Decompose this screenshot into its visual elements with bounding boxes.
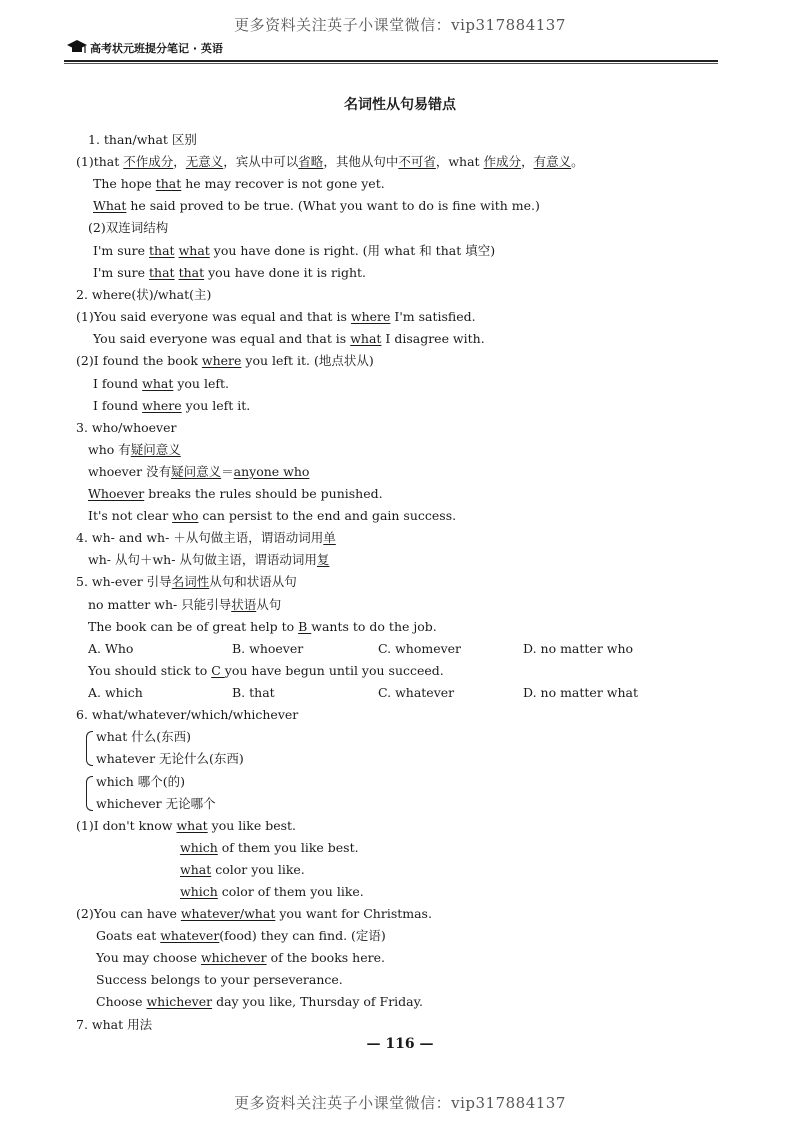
text-run: (2)You can have: [76, 906, 181, 921]
underlined-term: whichever: [146, 994, 213, 1009]
text-line: [232, 641, 303, 657]
text-run: no matter wh- 只能引导: [88, 597, 232, 612]
underlined-term: Whoever: [88, 486, 145, 501]
text-line: [378, 685, 454, 701]
text-run: You may choose: [96, 950, 201, 965]
text-run: he may recover is not gone yet.: [181, 176, 385, 191]
text-line: [76, 818, 296, 834]
underlined-term: 无意义: [185, 154, 224, 169]
underlined-term: that: [149, 243, 175, 258]
text-run: what 什么(东西): [96, 729, 191, 744]
underlined-term: 名词性: [171, 574, 210, 589]
text-line: [523, 685, 638, 701]
text-run: ，: [521, 154, 534, 169]
text-line: [88, 552, 329, 568]
text-run: I'm sure: [93, 243, 150, 258]
text-run: 6. what/whatever/which/whichever: [76, 707, 299, 722]
text-run: 5. wh-ever 引导: [76, 574, 172, 589]
brace-which-whichever: [86, 776, 93, 811]
underlined-term: C: [211, 663, 225, 678]
text-line: [93, 176, 385, 192]
brace-what-whatever: [86, 731, 93, 766]
text-line: [76, 906, 432, 922]
text-line: [88, 619, 437, 635]
text-run: (1)that: [76, 154, 124, 169]
text-run: A. Who: [88, 641, 134, 656]
text-run: 2. where(状)/what(主): [76, 287, 212, 302]
text-line: [76, 287, 211, 303]
text-line: [93, 265, 366, 281]
text-run: you left it. (地点状从): [241, 353, 374, 368]
text-line: [93, 198, 540, 214]
underlined-term: where: [142, 398, 182, 413]
text-run: I found: [93, 398, 143, 413]
text-run: which 哪个(的): [96, 774, 186, 789]
text-line: [96, 796, 216, 812]
text-run: day you like, Thursday of Friday.: [212, 994, 424, 1009]
text-run: you have done it is right.: [204, 265, 366, 280]
underlined-term: that: [149, 265, 175, 280]
text-line: [96, 729, 191, 745]
text-run: B. that: [232, 685, 275, 700]
text-line: [96, 928, 386, 944]
text-run: whatever 无论什么(东西): [96, 751, 244, 766]
underlined-term: what: [142, 376, 174, 391]
text-line: [180, 840, 359, 856]
text-run: you have done is right. (用 what 和 that 填空): [209, 243, 496, 258]
graduation-cap-icon: [66, 38, 88, 56]
text-run: The hope: [93, 176, 156, 191]
watermark-top: 更多资料关注英子小课堂微信：vip317884137: [234, 16, 566, 34]
text-run: I'm satisfied.: [390, 309, 476, 324]
underlined-term: which: [180, 884, 218, 899]
text-run: color of them you like.: [217, 884, 364, 899]
underlined-term: which: [180, 840, 218, 855]
underlined-term: whatever: [160, 928, 220, 943]
underlined-term: what: [180, 862, 212, 877]
text-run: color you like.: [211, 862, 305, 877]
text-line: [93, 376, 229, 392]
underlined-term: 不可省: [398, 154, 436, 169]
underlined-term: that: [178, 265, 205, 280]
text-line: [232, 685, 275, 701]
underlined-term: where: [201, 353, 242, 368]
text-line: [378, 641, 461, 657]
text-line: [180, 884, 364, 900]
text-run: (2)I found the book: [76, 353, 202, 368]
underlined-term: What: [93, 198, 127, 213]
text-line: [88, 132, 197, 148]
underlined-term: 单: [323, 530, 336, 545]
text-line: [96, 994, 423, 1010]
text-run: 从句: [256, 597, 282, 612]
underlined-term: who: [172, 508, 199, 523]
text-line: [88, 597, 281, 613]
text-run: C. whatever: [378, 685, 455, 700]
text-run: It's not clear: [88, 508, 173, 523]
text-line: [88, 685, 143, 701]
underlined-term: whichever: [200, 950, 267, 965]
text-run: You said everyone was equal and that is: [93, 331, 351, 346]
text-run: (1)I don't know: [76, 818, 177, 833]
text-run: ，what: [435, 154, 484, 169]
text-line: [96, 751, 244, 767]
text-run: you left.: [173, 376, 229, 391]
text-run: Goats eat: [96, 928, 161, 943]
text-run: 从句和状语从句: [209, 574, 297, 589]
page-number: — 116 —: [366, 1036, 434, 1052]
underlined-term: 状语: [231, 597, 257, 612]
text-line: [93, 398, 250, 414]
underlined-term: anyone who: [233, 464, 310, 479]
text-line: [88, 220, 168, 236]
text-line: [76, 707, 298, 723]
text-line: [76, 574, 297, 590]
text-line: [76, 420, 177, 436]
text-run: Choose: [96, 994, 147, 1009]
text-line: [76, 530, 336, 546]
underlined-term: where: [350, 309, 391, 324]
watermark-bottom: 更多资料关注英子小课堂微信：vip317884137: [234, 1094, 566, 1112]
text-line: [76, 154, 584, 170]
text-line: [88, 464, 309, 480]
text-line: [76, 309, 476, 325]
text-line: [88, 663, 444, 679]
text-line: [96, 774, 185, 790]
text-run: of the books here.: [266, 950, 385, 965]
text-run: ＝: [221, 464, 234, 479]
text-run: wh- 从句＋wh- 从句做主语，谓语动词用: [88, 552, 317, 567]
header-brand: 高考状元班提分笔记 · 英语: [90, 42, 223, 55]
underlined-term: 作成分: [483, 154, 522, 169]
text-run: whoever 没有: [88, 464, 172, 479]
text-run: 7. what 用法: [76, 1017, 153, 1032]
text-run: I'm sure: [93, 265, 150, 280]
text-line: [180, 862, 305, 878]
text-line: [96, 972, 343, 988]
text-run: of them you like best.: [217, 840, 359, 855]
text-run: wants to do the job.: [311, 619, 437, 634]
text-run: who 有: [88, 442, 131, 457]
text-run: ，: [173, 154, 186, 169]
page-title: 名词性从句易错点: [344, 97, 456, 113]
text-line: [96, 950, 385, 966]
text-run: (2)双连词结构: [88, 220, 169, 235]
text-run: whichever 无论哪个: [96, 796, 216, 811]
text-run: 。: [571, 154, 584, 169]
text-run: A. which: [88, 685, 143, 700]
text-run: you have begun until you succeed.: [224, 663, 444, 678]
text-run: You should stick to: [88, 663, 212, 678]
text-run: B. whoever: [232, 641, 304, 656]
underlined-term: what: [178, 243, 210, 258]
underlined-term: whatever/what: [180, 906, 276, 921]
underlined-term: what: [176, 818, 208, 833]
text-line: [76, 1017, 152, 1033]
text-run: breaks the rules should be punished.: [144, 486, 383, 501]
underlined-term: 不作成分: [123, 154, 174, 169]
underlined-term: 有意义: [533, 154, 572, 169]
underlined-term: that: [155, 176, 182, 191]
text-line: [76, 353, 374, 369]
underlined-term: 复: [316, 552, 330, 567]
underlined-term: B: [298, 619, 312, 634]
text-run: ，宾从中可以: [223, 154, 299, 169]
text-line: [88, 508, 456, 524]
text-line: [88, 486, 383, 502]
text-line: [88, 641, 133, 657]
text-run: I disagree with.: [381, 331, 485, 346]
text-run: (1)You said everyone was equal and that is: [76, 309, 351, 324]
header-rule: [64, 60, 718, 62]
text-line: [88, 442, 181, 458]
underlined-term: what: [350, 331, 382, 346]
underlined-term: 疑问意义: [130, 442, 181, 457]
text-run: ，其他从句中: [323, 154, 399, 169]
header-rule-thin: [64, 63, 718, 64]
text-run: D. no matter who: [523, 641, 634, 656]
text-run: you want for Christmas.: [275, 906, 432, 921]
text-run: you like best.: [207, 818, 297, 833]
text-line: [93, 331, 485, 347]
text-run: 1. than/what 区别: [88, 132, 197, 147]
text-line: [523, 641, 633, 657]
text-run: 3. who/whoever: [76, 420, 177, 435]
text-run: he said proved to be true. (What you want to do is fine with me.): [126, 198, 540, 213]
text-run: I found: [93, 376, 143, 391]
text-line: [93, 243, 495, 259]
text-run: you left it.: [181, 398, 251, 413]
underlined-term: 疑问意义: [171, 464, 222, 479]
text-run: D. no matter what: [523, 685, 638, 700]
text-run: The book can be of great help to: [88, 619, 299, 634]
text-run: 4. wh- and wh- ＋从句做主语，谓语动词用: [76, 530, 324, 545]
text-run: C. whomever: [378, 641, 462, 656]
text-run: (food) they can find. (定语): [219, 928, 386, 943]
underlined-term: 省略: [298, 154, 324, 169]
text-run: Success belongs to your perseverance.: [96, 972, 343, 987]
text-run: can persist to the end and gain success.: [198, 508, 457, 523]
